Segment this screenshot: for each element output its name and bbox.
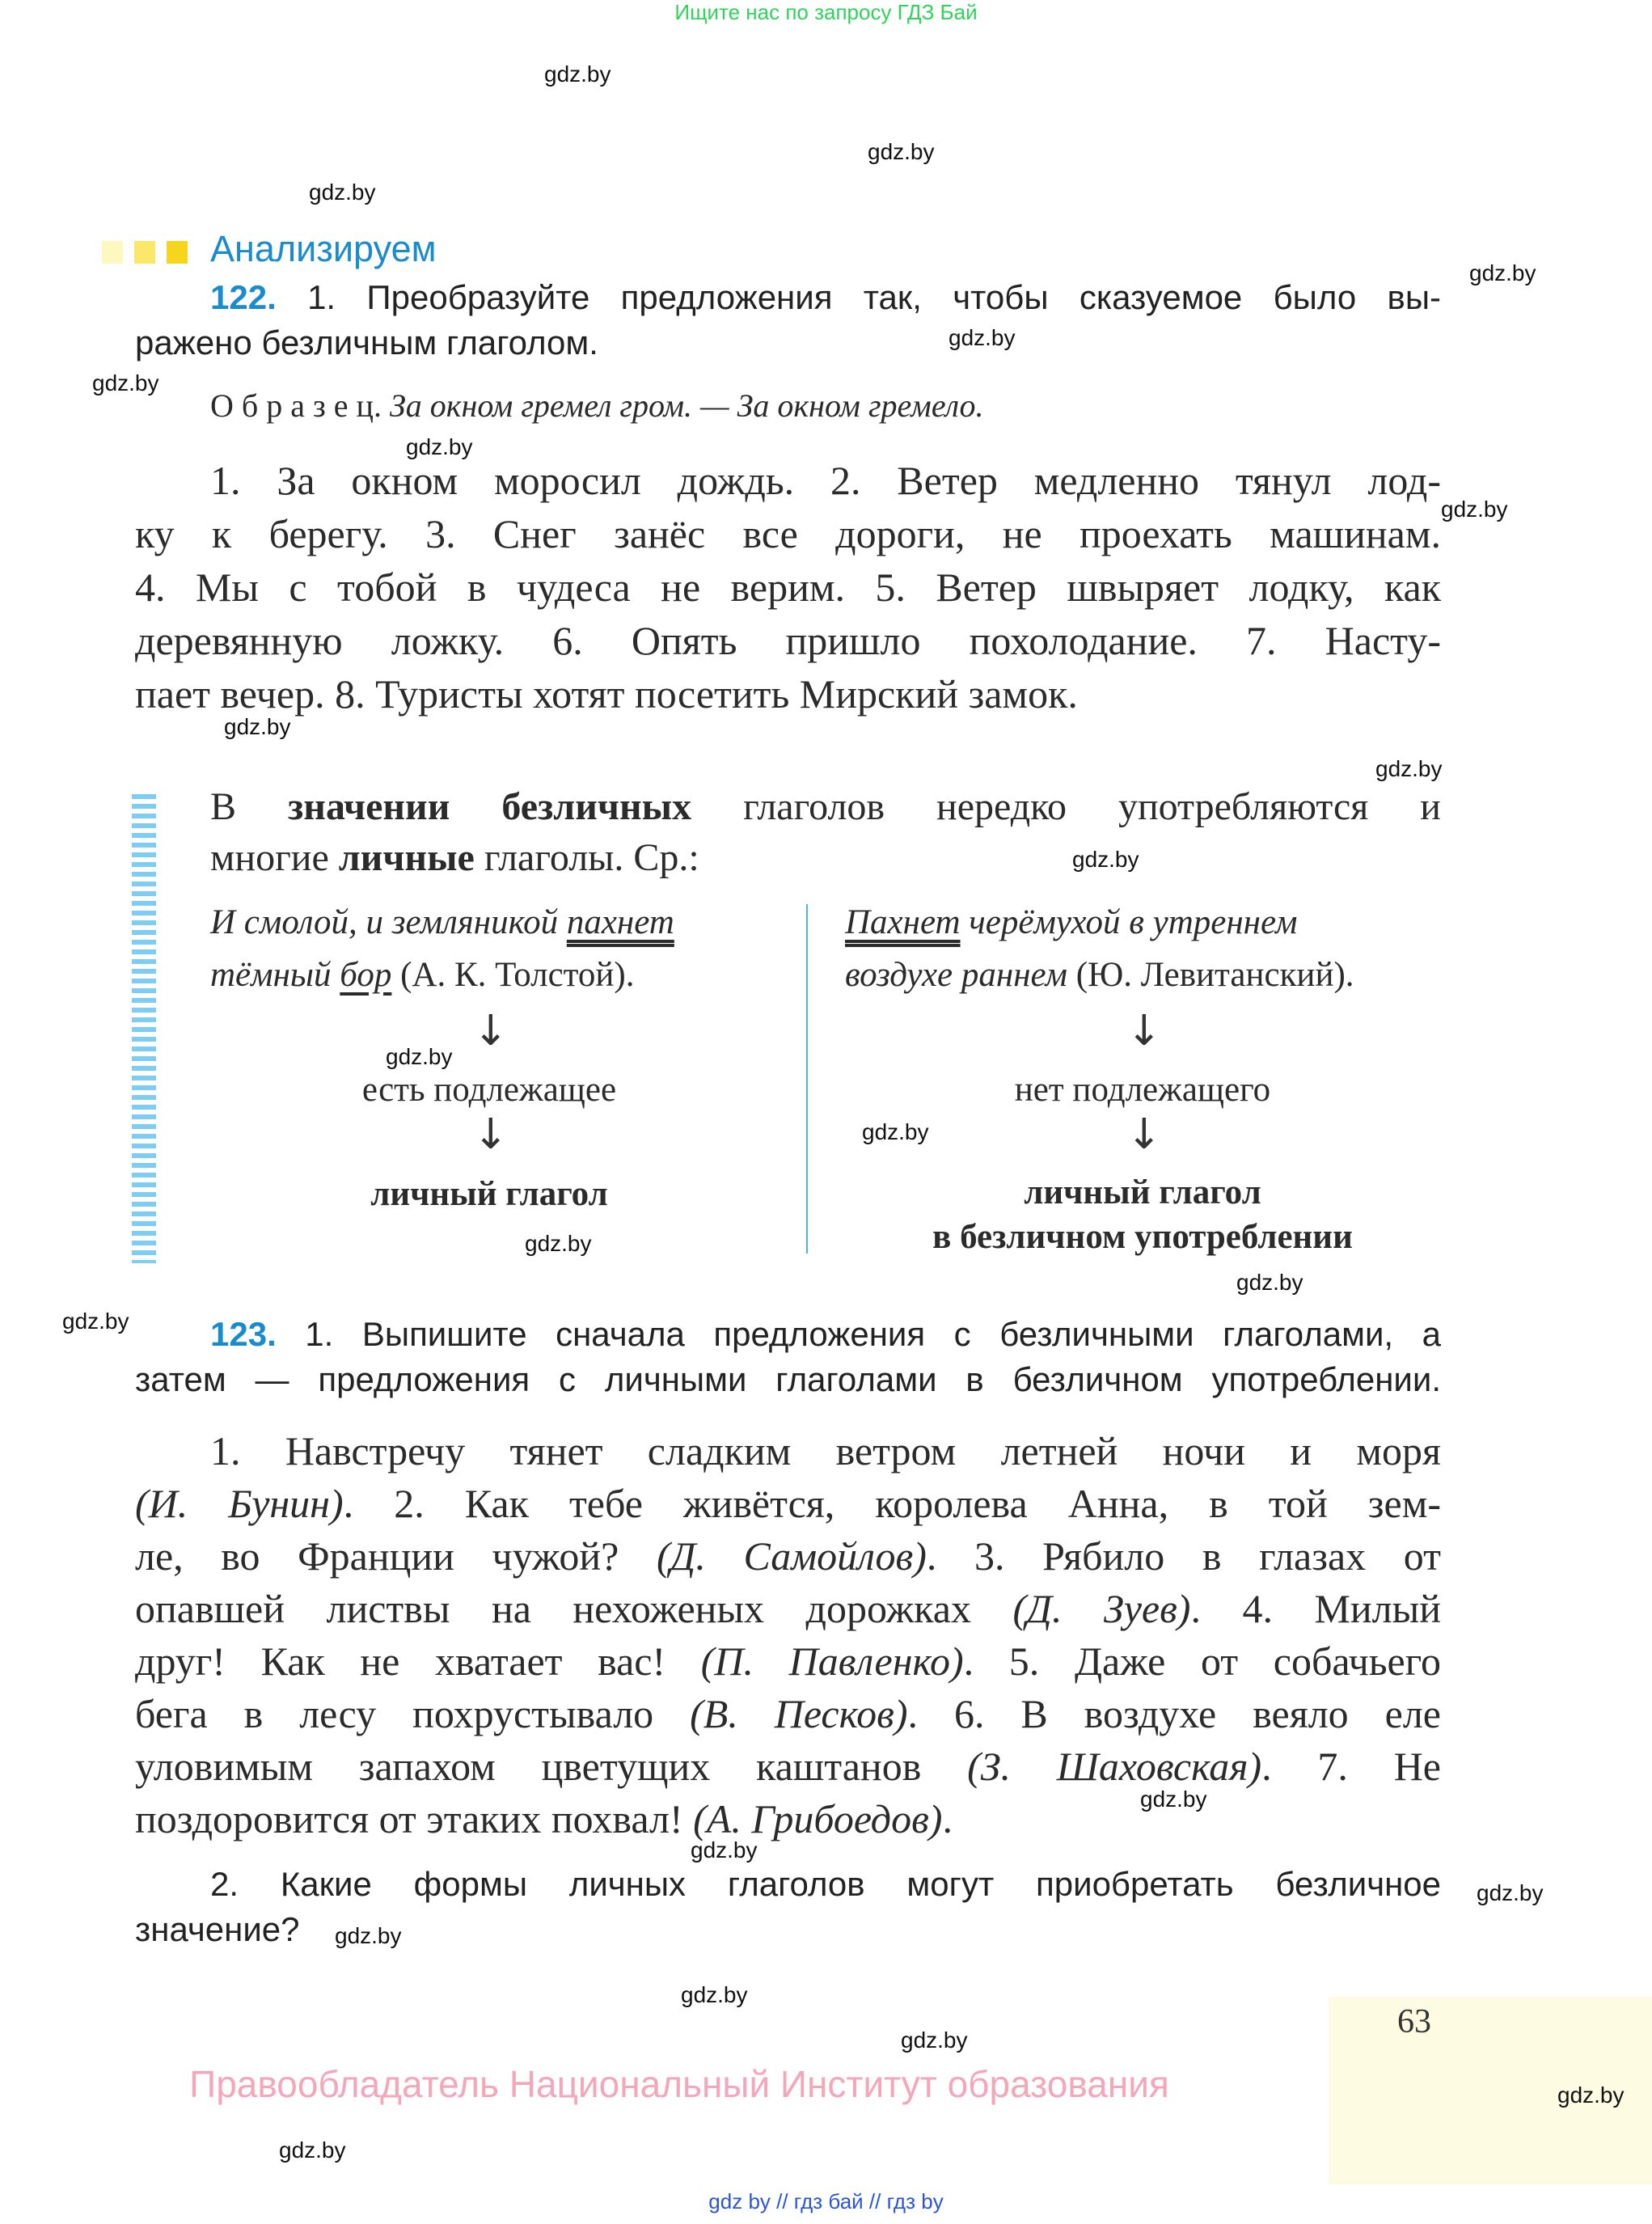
left-step1: есть подлежащее <box>361 1071 617 1109</box>
exercise-123-task <box>135 1312 1441 1402</box>
text-segment: поздоровится от этаких похвал! <box>135 1796 694 1841</box>
arrow-down-icon: ↓ <box>1126 1110 1162 1159</box>
exercise-number: 123. <box>210 1315 277 1353</box>
watermark: gdz.by <box>1140 1786 1207 1812</box>
italic-text: (Д. Самойлов) <box>656 1533 927 1579</box>
text-segment: . <box>942 1796 953 1841</box>
exercise-123-sentences <box>135 1425 1441 1846</box>
text-segment: глаголы. Ср.: <box>474 836 699 879</box>
text-segment: уловимым запахом цветущих каштанов <box>135 1744 968 1789</box>
text-segment: опавшей листвы на нехоженых дорожках <box>135 1586 1013 1631</box>
italic-text: (З. Шаховская) <box>967 1744 1262 1789</box>
exercise-123-question <box>135 1862 1441 1952</box>
arrow-down-icon: ↓ <box>1126 1007 1162 1055</box>
watermark: gdz.by <box>279 2137 346 2163</box>
text-line <box>210 896 768 949</box>
column-divider <box>806 904 808 1254</box>
text-segment: ле, во Франции чужой? <box>135 1533 657 1579</box>
section-square-medium <box>134 241 155 264</box>
example-right <box>845 896 1441 1001</box>
sample <box>210 387 984 425</box>
task-text: 1. Выпишите сначала предложения с безличными глаголами, а <box>305 1315 1441 1353</box>
exercise-122-sentences <box>135 454 1441 721</box>
bold-term: личные <box>338 836 475 879</box>
exercise-number: 122. <box>210 278 277 316</box>
top-banner: Ищите нас по запросу ГДЗ Бай <box>674 0 978 24</box>
text-segment: бега в лесу похрустывало <box>135 1691 691 1736</box>
italic-text: (П. Павленко) <box>700 1638 964 1684</box>
text-line <box>135 1740 1441 1793</box>
text-segment: . 6. В воздухе веяло еле <box>907 1691 1441 1736</box>
italic-text: черёмухой в утреннем <box>960 903 1298 941</box>
watermark: gdz.by <box>62 1309 129 1334</box>
watermark: gdz.by <box>1375 756 1443 781</box>
italic-text: (И. Бунин) <box>135 1481 344 1526</box>
watermark: gdz.by <box>335 1923 402 1948</box>
text-line <box>135 614 1441 667</box>
bottom-links[interactable]: gdz by // гдз бай // гдз by <box>708 2189 944 2213</box>
italic-text: (В. Песков) <box>690 1691 908 1736</box>
italic-text: (А. Грибоедов) <box>693 1796 943 1841</box>
text-segment: . 4. Милый <box>1190 1586 1441 1631</box>
watermark: gdz.by <box>1469 260 1536 285</box>
watermark: gdz.by <box>1557 2082 1625 2108</box>
watermark: gdz.by <box>901 2027 968 2053</box>
text-segment: 4. Мы с тобой в чудеса не верим. 5. Ветер швыряет лодку, как <box>135 564 1441 610</box>
right-step2a: личный глагол <box>1024 1173 1261 1211</box>
italic-text: И смолой, и земляникой <box>210 903 567 941</box>
watermark: gdz.by <box>309 180 376 205</box>
text-line <box>135 1425 1441 1478</box>
text-line <box>135 1583 1441 1635</box>
text-line <box>135 1793 1441 1846</box>
watermark: gdz.by <box>1236 1270 1303 1295</box>
bold-term: значении безличных <box>288 785 692 828</box>
watermark: gdz.by <box>949 325 1016 350</box>
sample-text: За окном гремел гром. — За окном гремело. <box>389 387 984 424</box>
right-step1: нет подлежащего <box>1014 1071 1271 1109</box>
text-segment: (А. К. Толстой). <box>391 956 635 994</box>
section-square-dark <box>167 241 188 264</box>
text-segment: (Ю. Левитанский). <box>1067 956 1354 994</box>
question-text: 2. Какие формы личных глаголов могут приобретать безличное <box>210 1865 1441 1903</box>
watermark: gdz.by <box>1477 1880 1544 1905</box>
arrow-down-icon: ↓ <box>473 1110 509 1159</box>
text-line <box>135 1530 1441 1583</box>
watermark: gdz.by <box>406 434 473 459</box>
text-line <box>210 949 768 1001</box>
task-text: затем — предложения с личными глаголами в безличном употреблении. <box>135 1360 1441 1398</box>
text-line <box>135 667 1441 721</box>
text-line <box>135 1688 1441 1740</box>
text-line <box>135 454 1441 507</box>
copyright-footer: Правообладатель Национальный Институт образования <box>189 2063 1169 2105</box>
text-line <box>210 781 1441 832</box>
watermark: gdz.by <box>1072 847 1139 872</box>
sample-label: О б р а з е ц. <box>210 387 382 424</box>
text-line <box>135 1478 1441 1530</box>
task-text: ражено безличным глаголом. <box>135 323 598 362</box>
arrow-down-icon: ↓ <box>473 1007 509 1055</box>
exercise-122-task <box>135 275 1441 366</box>
text-segment: В <box>210 785 288 828</box>
text-segment: . 5. Даже от собачьего <box>963 1638 1442 1684</box>
rule-side-bar <box>132 794 156 1263</box>
text-segment: многие <box>210 836 339 879</box>
text-segment: . 3. Рябило в глазах от <box>926 1533 1441 1579</box>
text-line <box>135 560 1441 614</box>
text-segment: деревянную ложку. 6. Опять пришло похолодание. 7. Насту- <box>135 618 1441 663</box>
text-segment: глаголов нередко употребляются и <box>691 785 1441 828</box>
text-segment: ку к берегу. 3. Снег занёс все дороги, не проехать машинам. <box>135 511 1441 556</box>
italic-text: тёмный <box>210 956 340 994</box>
task-text: 1. Преобразуйте предложения так, чтобы сказуемое было вы- <box>307 278 1441 316</box>
text-line <box>135 1635 1441 1688</box>
underlined-word: Пахнет <box>845 903 961 941</box>
example-left <box>210 896 768 1001</box>
left-step2: личный глагол <box>370 1175 608 1213</box>
text-segment: 1. За окном моросил дождь. 2. Ветер медленно тянул лод- <box>210 458 1441 503</box>
page-number: 63 <box>1397 2003 1431 2040</box>
italic-text: (Д. Зуев) <box>1012 1586 1191 1631</box>
right-step2b: в безличном употреблении <box>932 1218 1353 1256</box>
text-segment: пает вечер. 8. Туристы хотят посетить Мирский замок. <box>135 671 1078 717</box>
underlined-word: пахнет <box>566 903 674 941</box>
text-line <box>845 949 1441 1001</box>
watermark: gdz.by <box>862 1119 929 1144</box>
watermark: gdz.by <box>691 1837 758 1862</box>
text-line <box>210 832 1441 883</box>
watermark: gdz.by <box>386 1044 453 1069</box>
underlined-word: бор <box>340 956 392 994</box>
text-line <box>845 896 1441 949</box>
watermark: gdz.by <box>92 370 159 395</box>
text-segment: друг! Как не хватает вас! <box>135 1638 701 1684</box>
text-segment: . 7. Не <box>1261 1744 1441 1789</box>
section-square-light <box>102 241 123 264</box>
watermark: gdz.by <box>1441 497 1508 522</box>
watermark: gdz.by <box>868 139 935 164</box>
italic-text: воздухе раннем <box>845 956 1067 994</box>
section-title: Анализируем <box>210 228 437 269</box>
rule-text <box>210 781 1441 883</box>
watermark: gdz.by <box>544 61 611 87</box>
text-segment: 1. Навстречу тянет сладким ветром летней ночи и моря <box>210 1428 1441 1474</box>
question-text: значение? <box>135 1910 300 1948</box>
watermark: gdz.by <box>681 1982 748 2007</box>
text-segment: . 2. Как тебе живётся, королева Анна, в той зем- <box>343 1481 1441 1526</box>
text-line <box>135 507 1441 560</box>
watermark: gdz.by <box>224 714 291 739</box>
watermark: gdz.by <box>525 1231 592 1256</box>
